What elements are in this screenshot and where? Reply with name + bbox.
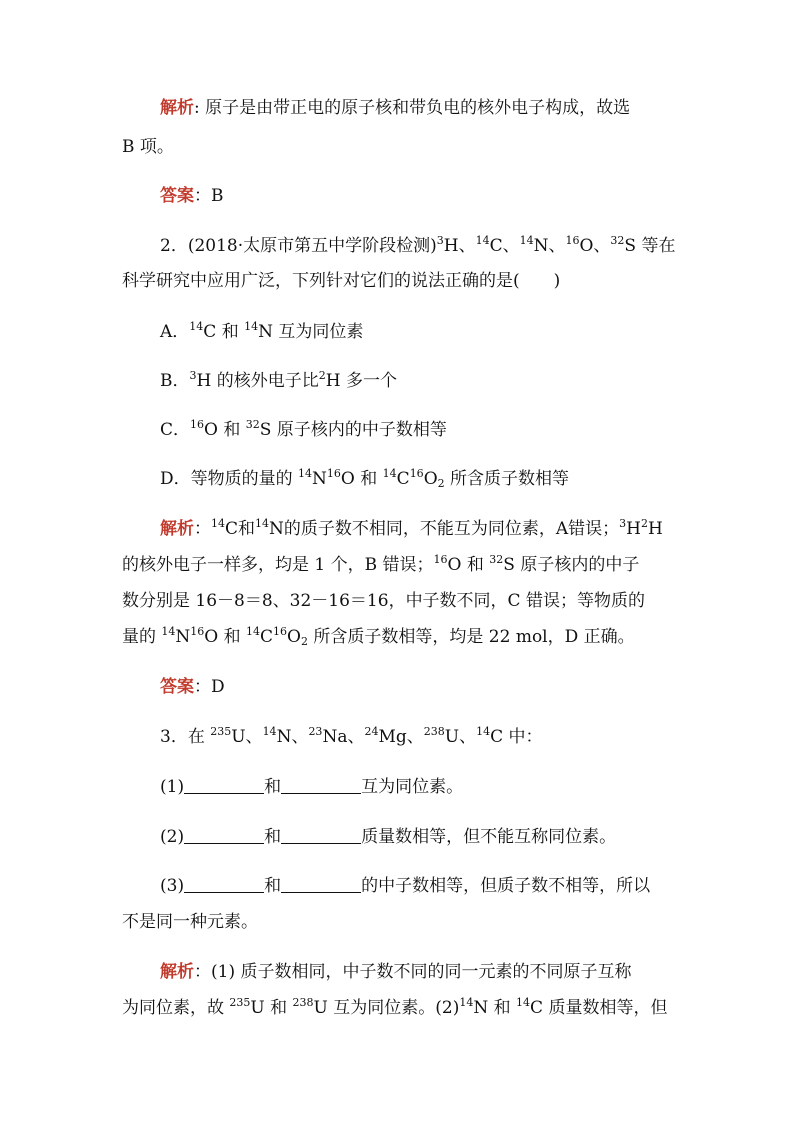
- answer-blank[interactable]: [281, 829, 361, 844]
- element-symbol: Mg、: [378, 727, 424, 747]
- connector-text: 和: [264, 777, 282, 797]
- option-text: O: [423, 469, 438, 489]
- option-b: [160, 371, 397, 391]
- option-letter: A．: [160, 322, 190, 342]
- element-symbol: O、: [579, 236, 611, 256]
- question-2-stem: [160, 236, 675, 256]
- sub-question-2: [160, 827, 616, 847]
- option-a: [160, 322, 363, 342]
- element-symbol: U、: [444, 727, 477, 747]
- option-letter: D．等物质的量的: [160, 469, 299, 489]
- question-number: 3．在: [160, 727, 211, 747]
- option-text: O 和: [204, 420, 246, 440]
- explanation-text: O: [287, 627, 301, 647]
- explanation-text: 所含质子数相等，均是 22 mol，D 正确。: [307, 627, 635, 647]
- mass-number: 32: [489, 553, 504, 566]
- mass-number: 16: [433, 553, 448, 566]
- mass-number: 14: [459, 996, 474, 1009]
- subscript: 2: [437, 477, 445, 490]
- option-text: N: [312, 469, 327, 489]
- mass-number: 3: [436, 234, 444, 247]
- element-symbol: C 中：: [490, 727, 543, 747]
- answer-label: 答案: [160, 186, 194, 206]
- explanation-line: [122, 555, 639, 575]
- mass-number: 16: [565, 234, 580, 247]
- answer-blank[interactable]: [184, 878, 264, 893]
- explanation-text: S 原子核内的中子: [503, 555, 640, 575]
- option-letter: B．: [160, 371, 190, 391]
- mass-number: 16: [326, 467, 341, 480]
- answer-line: [160, 677, 225, 697]
- element-symbol: U、: [231, 727, 263, 747]
- question-number: 2．: [160, 236, 188, 256]
- subscript: 2: [300, 635, 308, 648]
- mass-number: 3: [619, 517, 627, 530]
- mass-number: 14: [211, 517, 225, 530]
- sub-question-text: 质量数相等，但不能互称同位素。: [361, 827, 617, 847]
- explanation-line: [160, 98, 630, 118]
- mass-number: 14: [262, 725, 277, 738]
- explanation-text: 为同位素，故: [122, 998, 230, 1018]
- option-c: [160, 420, 447, 440]
- explanation-line: [160, 519, 663, 539]
- question-source: (2018·太原市第五中学阶段检测): [187, 236, 437, 256]
- answer-blank[interactable]: [184, 829, 264, 844]
- mass-number: 3: [189, 369, 197, 382]
- mass-number: 14: [255, 517, 270, 530]
- explanation-text: O 和: [447, 555, 490, 575]
- answer-label: 答案: [160, 677, 194, 697]
- explanation-label: 解析: [160, 519, 194, 539]
- mass-number: 14: [189, 320, 204, 333]
- option-text: O 和: [340, 469, 383, 489]
- explanation-text: N 和: [473, 998, 517, 1018]
- mass-number: 235: [210, 725, 232, 738]
- connector-text: 和: [264, 876, 282, 896]
- element-symbol: N、: [276, 727, 309, 747]
- explanation-label: 解析: [160, 98, 194, 118]
- mass-number: 14: [244, 320, 259, 333]
- element-symbol: C、: [489, 236, 520, 256]
- mass-number: 14: [246, 625, 261, 638]
- element-symbol: N、: [533, 236, 566, 256]
- explanation-text: C和: [225, 519, 256, 539]
- mass-number: 16: [190, 418, 205, 431]
- answer-blank[interactable]: [281, 878, 361, 893]
- mass-number: 14: [475, 234, 490, 247]
- mass-number: 23: [308, 725, 323, 738]
- sub-question-text: 互为同位素。: [361, 777, 464, 797]
- mass-number: 14: [519, 234, 534, 247]
- answer-line: [160, 186, 224, 206]
- option-text: H 的核外电子比: [196, 371, 319, 391]
- explanation-text: : 原子是由带正电的原子核和带负电的核外电子构成，故选: [194, 98, 631, 118]
- option-text: N 互为同位素: [258, 322, 364, 342]
- explanation-text: 量的: [122, 627, 162, 647]
- mass-number: 238: [423, 725, 445, 738]
- question-2-stem-cont: 科学研究中应用广泛，下列针对它们的说法正确的是( ): [122, 271, 561, 291]
- sub-question-text: 的中子数相等，但质子数不相等，所以: [361, 876, 651, 896]
- explanation-line: [122, 627, 635, 647]
- mass-number: 24: [364, 725, 379, 738]
- option-text: C 和: [203, 322, 245, 342]
- answer-blank[interactable]: [281, 779, 361, 794]
- mass-number: 16: [409, 467, 424, 480]
- explanation-line: [160, 962, 631, 982]
- answer-text: ：B: [194, 186, 224, 206]
- element-symbol: Na、: [322, 727, 365, 747]
- explanation-text: H: [648, 519, 663, 539]
- option-text: S 原子核内的中子数相等: [259, 420, 447, 440]
- mass-number: 235: [229, 996, 251, 1009]
- connector-text: 和: [264, 827, 282, 847]
- sub-question-number: (2): [160, 827, 185, 847]
- explanation-text: U 互为同位素。(2): [313, 998, 460, 1018]
- mass-number: 32: [610, 234, 625, 247]
- mass-number: 14: [161, 625, 176, 638]
- explanation-text: ：(1) 质子数相同，中子数不同的同一元素的不同原子互称: [194, 962, 632, 982]
- element-symbol: H、: [443, 236, 476, 256]
- question-3-stem: [160, 727, 543, 747]
- punct: ：: [194, 519, 211, 539]
- explanation-line: B 项。: [122, 137, 174, 157]
- explanation-text: U 和: [250, 998, 293, 1018]
- explanation-text: O 和: [204, 627, 247, 647]
- mass-number: 238: [292, 996, 314, 1009]
- option-text: 所含质子数相等: [444, 469, 570, 489]
- sub-question-number: (3): [160, 876, 185, 896]
- answer-blank[interactable]: [184, 779, 264, 794]
- option-text: H 多一个: [325, 371, 397, 391]
- explanation-text: N: [175, 627, 191, 647]
- explanation-text: C: [260, 627, 274, 647]
- option-text: C: [396, 469, 410, 489]
- explanation-line: 数分别是 16－8＝8、32－16＝16，中子数不同，C 错误；等物质的: [122, 591, 645, 611]
- mass-number: 14: [382, 467, 397, 480]
- sub-question-3-cont: 不是同一种元素。: [122, 912, 258, 932]
- mass-number: 14: [516, 996, 531, 1009]
- mass-number: 14: [476, 725, 491, 738]
- mass-number: 2: [318, 369, 326, 382]
- option-d: [160, 469, 569, 489]
- mass-number: 16: [190, 625, 205, 638]
- explanation-text: N的质子数不相同，不能互为同位素，A错误；: [269, 519, 620, 539]
- sub-question-1: [160, 777, 463, 797]
- sub-question-number: (1): [160, 777, 185, 797]
- explanation-text: H: [626, 519, 641, 539]
- mass-number: 14: [298, 467, 313, 480]
- mass-number: 32: [245, 418, 260, 431]
- answer-text: ：D: [194, 677, 225, 697]
- explanation-line: [122, 998, 667, 1018]
- sub-question-3: [160, 876, 650, 896]
- mass-number: 2: [641, 517, 648, 530]
- explanation-text: 的核外电子一样多，均是 1 个，B 错误；: [122, 555, 434, 575]
- explanation-text: C 质量数相等，但: [530, 998, 668, 1018]
- explanation-label: 解析: [160, 962, 194, 982]
- mass-number: 16: [273, 625, 288, 638]
- element-symbol: S 等在: [624, 236, 676, 256]
- option-letter: C．: [160, 420, 191, 440]
